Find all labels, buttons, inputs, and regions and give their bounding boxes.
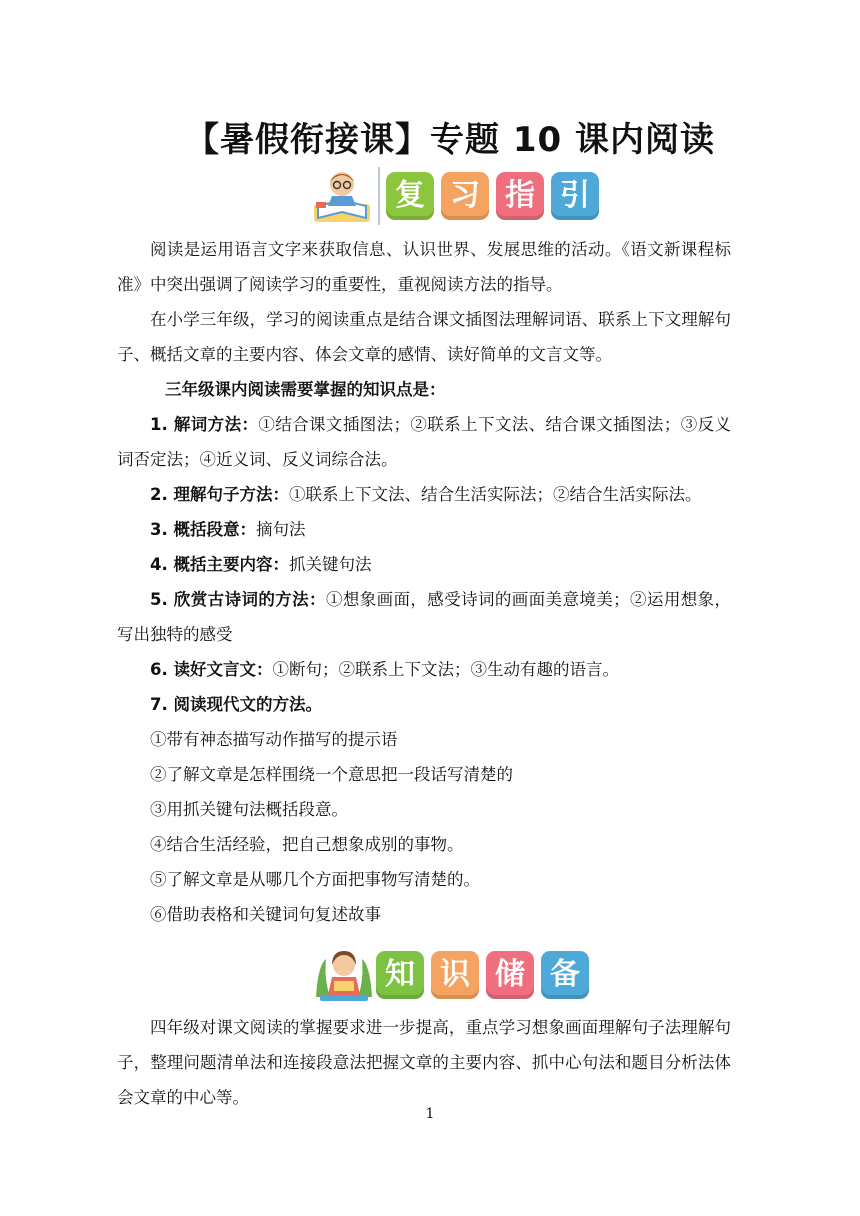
- list-item: [117, 477, 731, 512]
- page-number: 1: [425, 1106, 435, 1122]
- tile-chu: 储: [486, 951, 534, 999]
- page-title: 【暑假衔接课】专题 10 课内阅读: [185, 120, 715, 160]
- list-item: [117, 582, 731, 652]
- item-label: 7. 阅读现代文的方法。: [150, 695, 322, 714]
- tile-xi: 习: [441, 172, 489, 220]
- sub-item: ④结合生活经验，把自己想象成别的事物。: [150, 835, 464, 854]
- sub-item: ②了解文章是怎样围绕一个意思把一段话写清楚的: [150, 765, 513, 784]
- item-label: 4. 概括主要内容：: [150, 555, 289, 574]
- tile-zhi-know: 知: [376, 951, 424, 999]
- knowledge-reserve-banner: [312, 945, 596, 1005]
- knowledge-heading: 三年级课内阅读需要掌握的知识点是：: [165, 380, 446, 399]
- item-label: 5. 欣赏古诗词的方法：: [150, 590, 326, 609]
- item-label: 3. 概括段意：: [150, 520, 256, 539]
- list-item: [117, 652, 731, 687]
- list-item: [117, 687, 731, 722]
- banner-divider: [378, 167, 380, 225]
- item-text: ①联系上下文法、结合生活实际法；②结合生活实际法。: [289, 485, 702, 504]
- item-label: 1. 解词方法：: [150, 415, 259, 434]
- sub-item: ①带有神态描写动作描写的提示语: [150, 730, 398, 749]
- intro-paragraph: 阅读是运用语言文字来获取信息、认识世界、发展思维的活动。《语文新课程标准》中突出强调了阅读学习的重要性，重视阅读方法的指导。: [117, 240, 731, 294]
- sub-item: ⑤了解文章是从哪几个方面把事物写清楚的。: [150, 870, 480, 889]
- list-item: [117, 512, 731, 547]
- item-text: 抓关键句法: [289, 555, 372, 574]
- review-guide-banner: [310, 166, 606, 226]
- student-reading-illustration: [310, 166, 374, 226]
- list-item: [117, 407, 731, 477]
- tile-bei: 备: [541, 951, 589, 999]
- list-item: [117, 547, 731, 582]
- sub-item: ③用抓关键句法概括段意。: [150, 800, 348, 819]
- tile-yin: 引: [551, 172, 599, 220]
- grade3-paragraph: 在小学三年级，学习的阅读重点是结合课文插图法理解词语、联系上下文理解句子、概括文章的主要内容、体会文章的感情、读好简单的文言文等。: [117, 310, 731, 364]
- item-text: 摘句法: [256, 520, 306, 539]
- item-label: 6. 读好文言文：: [150, 660, 273, 679]
- item-text: ①断句；②联系上下文法；③生动有趣的语言。: [272, 660, 619, 679]
- girl-with-books-illustration: [312, 945, 376, 1005]
- tile-fu: 复: [386, 172, 434, 220]
- tile-zhi: 指: [496, 172, 544, 220]
- item-text: ①想象画面，感受诗词的画面美意境美；②运用想象，写出独特的感受: [117, 590, 731, 644]
- tile-shi: 识: [431, 951, 479, 999]
- grade4-paragraph: 四年级对课文阅读的掌握要求进一步提高，重点学习想象画面理解句子法理解句子，整理问题清单法和连接段意法把握文章的主要内容、抓中心句法和题目分析法体会文章的中心等。: [117, 1018, 731, 1107]
- sub-item: ⑥借助表格和关键词句复述故事: [150, 905, 381, 924]
- item-label: 2. 理解句子方法：: [150, 485, 289, 504]
- item-text: ①结合课文插图法；②联系上下文法、结合课文插图法；③反义词否定法；④近义词、反义词综合法。: [117, 415, 731, 469]
